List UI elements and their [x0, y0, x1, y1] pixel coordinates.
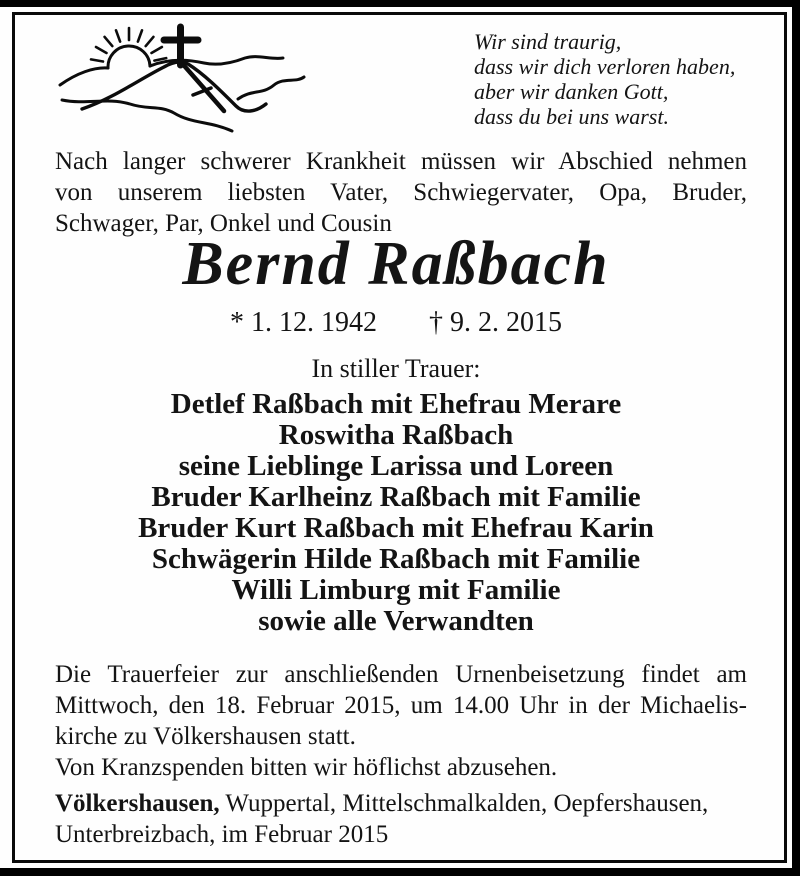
mourner-line: Schwägerin Hilde Raßbach mit Familie	[151, 543, 641, 575]
funeral-details-paragraph	[55, 659, 747, 752]
epigraph-line: dass wir dich verloren haben,	[474, 54, 736, 79]
funeral-line: Die Trauerfeier zur anschließenden Urnenbeisetzung findet am	[55, 661, 747, 688]
epigraph	[474, 29, 774, 129]
mourning-heading: In stiller Trauer:	[311, 354, 481, 383]
funeral-line: Mittwoch, den 18. Februar 2015, um 14.00 Uhr in der Michaelis-	[55, 692, 747, 719]
epigraph-line: aber wir danken Gott,	[474, 79, 669, 104]
mourner-line: sowie alle Verwandten	[258, 605, 534, 637]
closing-towns: Wuppertal, Mittelschmalkalden, Oepfershausen,	[219, 790, 709, 817]
sunrise-hills-cross-icon	[52, 21, 336, 141]
closing-line	[55, 788, 755, 819]
deceased-name: Bernd Raßbach	[182, 230, 610, 298]
closing-line: Unterbreizbach, im Februar 2015	[55, 821, 389, 848]
obituary-page	[0, 7, 792, 868]
mourner-line: Bruder Kurt Raßbach mit Ehefrau Karin	[138, 512, 654, 544]
mourner-line: seine Lieblinge Larissa und Loreen	[178, 450, 614, 482]
closing-paragraph	[55, 788, 755, 850]
mourner-line: Bruder Karlheinz Raßbach mit Familie	[151, 481, 641, 513]
mourner-line: Detlef Raßbach mit Ehefrau Merare	[170, 388, 622, 420]
wreath-note: Von Kranzspenden bitten wir höflichst abzusehen.	[55, 754, 558, 781]
mourner-line: Willi Limburg mit Familie	[231, 574, 561, 606]
mourners-list	[0, 389, 792, 637]
birth-date: * 1. 12. 1942	[230, 307, 377, 338]
funeral-line: kirche zu Völkershausen statt.	[55, 723, 356, 750]
announcement-line: von unserem liebsten Vater, Schwiegervater, Opa, Bruder,	[55, 179, 747, 206]
death-date: † 9. 2. 2015	[429, 307, 562, 338]
closing-city: Völkershausen,	[55, 790, 220, 817]
life-dates	[0, 307, 792, 339]
mourner-line: Roswitha Raßbach	[278, 419, 514, 451]
announcement-line: Nach langer schwerer Krankheit müssen wir Abschied nehmen	[55, 148, 747, 175]
epigraph-line: dass du bei uns warst.	[474, 104, 669, 129]
epigraph-line: Wir sind traurig,	[474, 29, 622, 54]
announcement-line: Schwager, Par, Onkel und Cousin	[55, 210, 392, 237]
